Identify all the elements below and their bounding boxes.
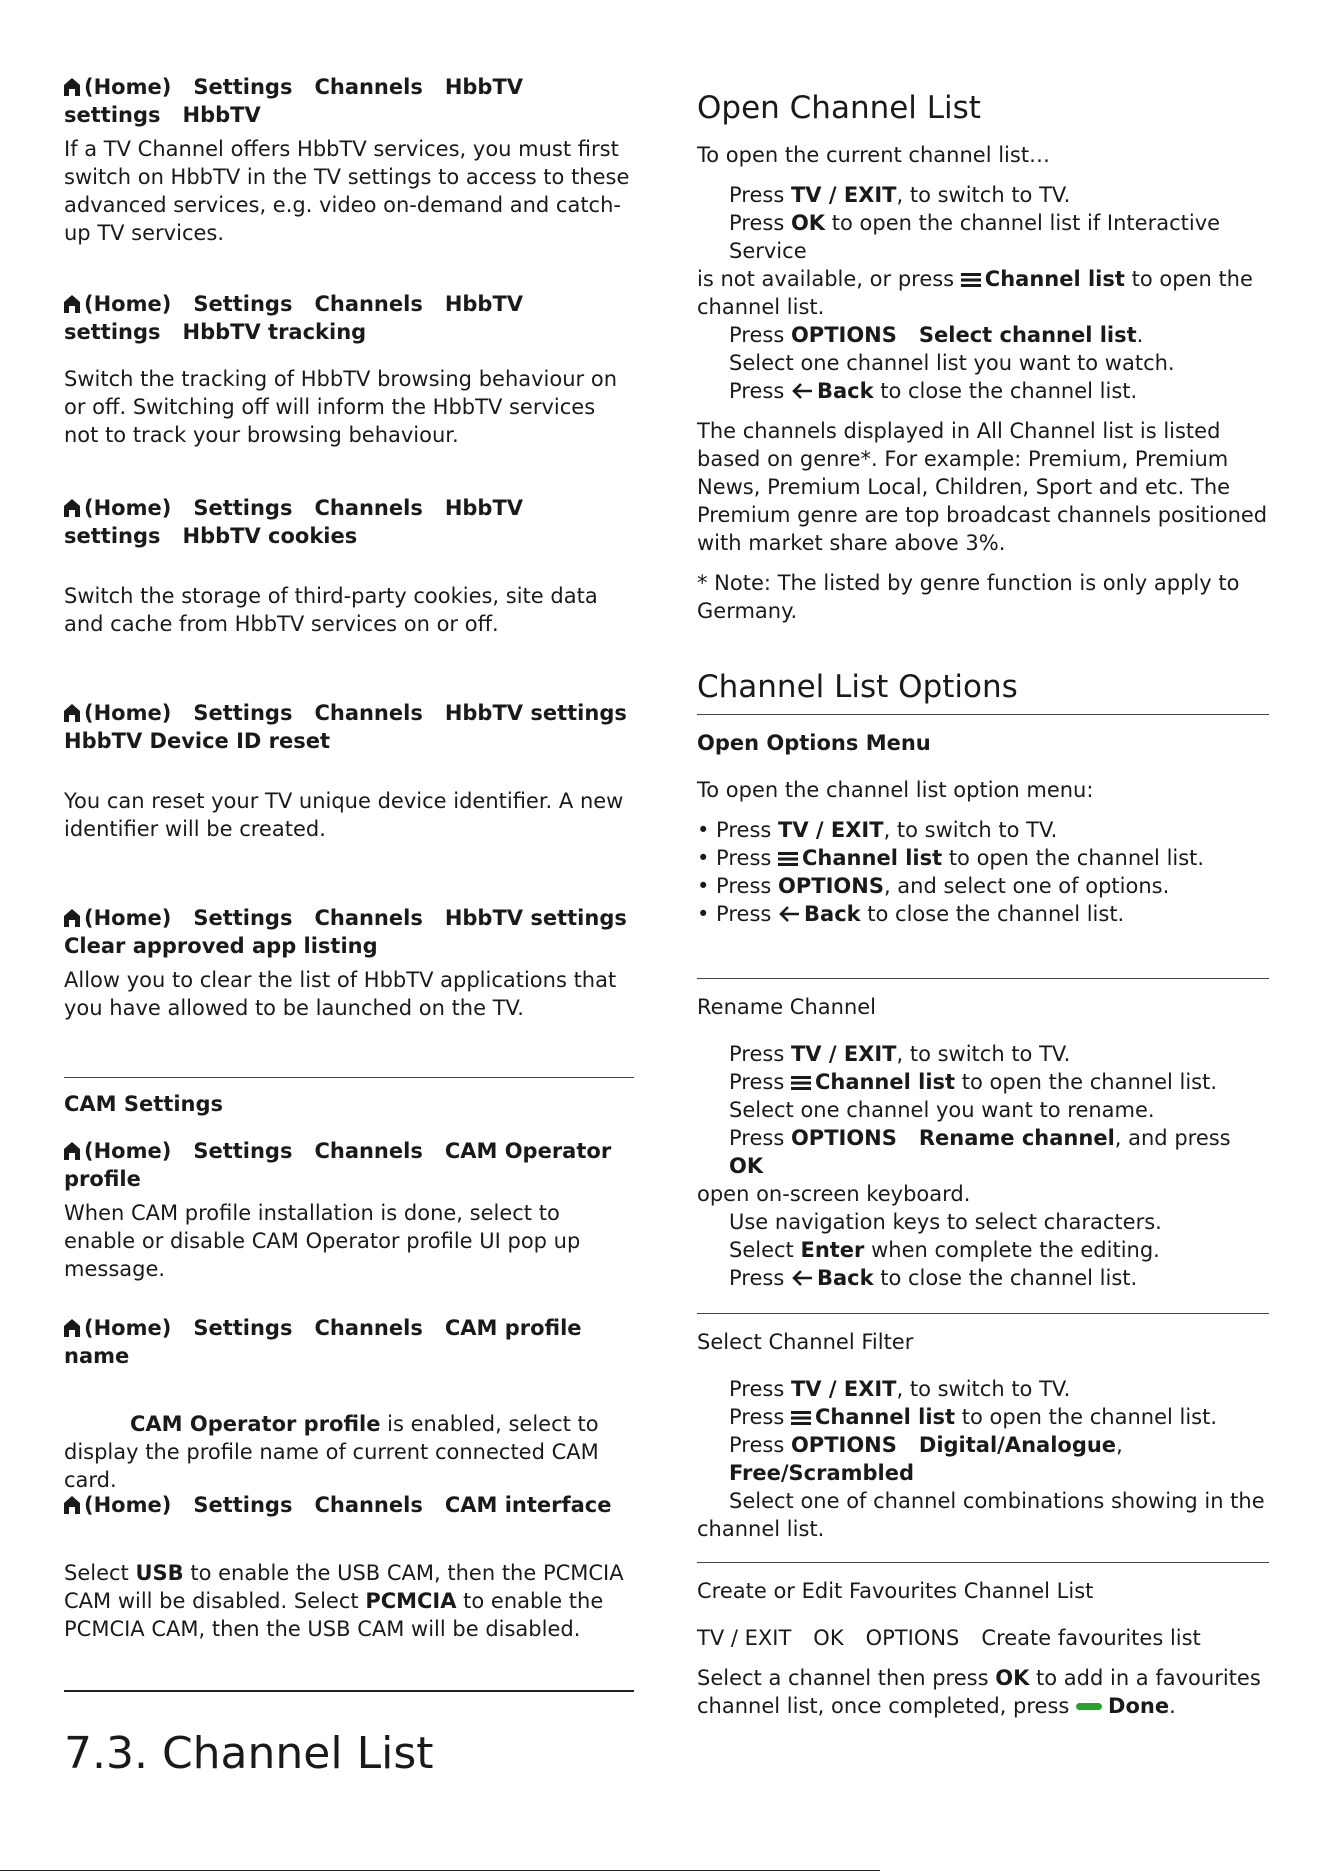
key-label: Channel list (802, 846, 943, 870)
step (697, 1068, 1269, 1096)
key-label: Back (804, 902, 861, 926)
list-icon (791, 1076, 811, 1090)
path-item: OK (813, 1626, 844, 1650)
step-text: • Press (697, 874, 779, 898)
home-icon (64, 295, 80, 313)
subsection-title: Select Channel Filter (697, 1330, 914, 1354)
green-key-icon (1076, 1703, 1102, 1710)
list-icon (778, 852, 798, 866)
divider (64, 1077, 634, 1078)
path-item: CAM profile name (64, 1316, 589, 1368)
path-item: HbbTV cookies (182, 524, 358, 548)
menu-path (64, 494, 634, 550)
cam-settings-heading: CAM Settings (64, 1092, 223, 1116)
bullet-item (697, 816, 1269, 844)
step-text: Press (729, 1266, 791, 1290)
menu-path (64, 699, 634, 755)
path-item: HbbTV settings (444, 906, 627, 930)
step-text: Press (729, 1405, 791, 1429)
path-home: (Home) (84, 292, 172, 316)
body-text: . (1169, 1694, 1176, 1718)
step: Select one channel you want to rename. (729, 1098, 1155, 1122)
step (697, 1236, 1269, 1264)
home-icon (64, 909, 80, 927)
step-text: Press (729, 379, 791, 403)
intro-text: To open the channel list option menu: (697, 778, 1094, 802)
key-label: OK (729, 1154, 764, 1178)
step: Select one channel list you want to watch. (729, 351, 1175, 375)
path-item: settings (64, 320, 161, 344)
page-footer-line (0, 1870, 880, 1871)
path-item: HbbTV (444, 496, 524, 520)
divider (697, 1562, 1269, 1563)
key-label: TV / EXIT (778, 818, 884, 842)
section-open-channel-list (697, 89, 1269, 625)
section-body: Switch the tracking of HbbTV browsing behaviour on or off. Switching off will inform the HbbTV services not to track your browsing behaviour. (64, 367, 618, 447)
section-cam-operator-profile (64, 1137, 634, 1283)
path-item: HbbTV (444, 75, 524, 99)
key-label: OK (790, 211, 826, 235)
subsection-title: Rename Channel (697, 995, 877, 1019)
path-item: Settings (193, 1139, 293, 1163)
step-text: Press (729, 323, 791, 347)
home-icon (64, 1496, 80, 1514)
bold-term: USB (135, 1561, 184, 1585)
section-title: Open Channel List (697, 90, 981, 126)
path-home: (Home) (84, 906, 172, 930)
intro-text: To open the current channel list… (697, 143, 1051, 167)
section-cam-interface (64, 1491, 634, 1643)
section-body: If a TV Channel offers HbbTV services, you must first switch on HbbTV in the TV settings to access to these advanced services, e.g. video on-demand and catch-up TV services. (64, 137, 630, 245)
section-body (64, 1559, 634, 1643)
step-text: to close the channel list. (873, 1266, 1138, 1290)
step-text: Press (729, 183, 791, 207)
subsection-title: Open Options Menu (697, 731, 931, 755)
menu-option: Free/Scrambled (729, 1461, 915, 1485)
step (697, 1431, 1269, 1487)
path-item: settings (64, 103, 161, 127)
subsection-title: Create or Edit Favourites Channel List (697, 1579, 1094, 1603)
path-item: Channels (314, 75, 423, 99)
step-text: to open the channel list. (955, 1070, 1218, 1094)
path-item: Channels (314, 1316, 423, 1340)
step (697, 181, 1269, 209)
step-text: Press (729, 1377, 791, 1401)
path-home: (Home) (84, 75, 172, 99)
home-icon (64, 78, 80, 96)
home-icon (64, 704, 80, 722)
chapter-title: 7.3. Channel List (64, 1728, 434, 1779)
step-text: to open the channel list. (942, 846, 1205, 870)
bullet-item (697, 844, 1269, 872)
key-label: Back (816, 379, 874, 403)
step: Use navigation keys to select characters. (729, 1210, 1162, 1234)
favourites-body (697, 1664, 1269, 1720)
section-body: When CAM profile installation is done, select to enable or disable CAM Operator profile UI pop up message. (64, 1201, 581, 1281)
section-open-options-menu (697, 729, 1269, 928)
step-text: when complete the editing. (864, 1238, 1160, 1262)
step-text: , to switch to TV. (896, 183, 1071, 207)
step (697, 321, 1269, 349)
step-text: , to switch to TV. (883, 818, 1058, 842)
key-label: Enter (800, 1238, 865, 1262)
path-item: HbbTV (444, 292, 524, 316)
step-text: Press (729, 1042, 791, 1066)
section-hbbtv-tracking (64, 290, 634, 449)
step-text: , to switch to TV. (896, 1377, 1071, 1401)
path-item: Channels (314, 1493, 423, 1517)
path-item: TV / EXIT (697, 1626, 792, 1650)
path-item: Clear approved app listing (64, 934, 378, 958)
key-label: OPTIONS (790, 1433, 897, 1457)
chapter-divider (64, 1690, 634, 1692)
list-icon (791, 1411, 811, 1425)
key-label: OPTIONS (790, 323, 897, 347)
body-text: Select (64, 1561, 136, 1585)
home-icon (64, 1319, 80, 1337)
section-select-channel-filter (697, 1328, 1269, 1543)
path-item: Channels (314, 701, 423, 725)
key-label: TV / EXIT (790, 183, 897, 207)
path-item: Channels (314, 1139, 423, 1163)
step-text: to close the channel list. (860, 902, 1125, 926)
step-text: Select (729, 1238, 801, 1262)
path-home: (Home) (84, 701, 172, 725)
key-label: Channel list (984, 267, 1125, 291)
path-item: HbbTV tracking (182, 320, 367, 344)
bullet-item (697, 900, 1269, 928)
path-item: settings (64, 524, 161, 548)
path-home: (Home) (84, 1139, 172, 1163)
menu-option: Digital/Analogue (918, 1433, 1117, 1457)
step-continuation (697, 265, 1269, 293)
step: Select one of channel combinations showing in the (729, 1489, 1265, 1513)
path-item: Settings (193, 1316, 293, 1340)
key-label: OPTIONS (790, 1126, 897, 1150)
step-continuation: open on-screen keyboard. (697, 1182, 971, 1206)
path-home: (Home) (84, 496, 172, 520)
section-body: Switch the storage of third-party cookies, site data and cache from HbbTV services on or off. (64, 584, 598, 636)
key-label: Back (816, 1266, 874, 1290)
step-text: Press (729, 1126, 791, 1150)
step (697, 1264, 1269, 1292)
step-text: , (1116, 1433, 1123, 1457)
path-item: profile (64, 1167, 141, 1191)
divider (697, 1313, 1269, 1314)
step-text: • Press (697, 902, 779, 926)
key-label: Channel list (814, 1405, 956, 1429)
key-label: Channel list (814, 1070, 956, 1094)
section-clear-app-listing (64, 904, 634, 1022)
key-label: OK (995, 1666, 1030, 1690)
step-text: • Press (697, 846, 779, 870)
section-hbbtv (64, 73, 634, 247)
bold-term: CAM Operator profile (130, 1412, 381, 1436)
section-body: Allow you to clear the list of HbbTV applications that you have allowed to be launched on the TV. (64, 968, 617, 1020)
section-cam-profile-name (64, 1314, 634, 1494)
section-body: You can reset your TV unique device identifier. A new identifier will be created. (64, 789, 624, 841)
step-continuation: channel list. (697, 1517, 825, 1541)
path-home: (Home) (84, 1493, 172, 1517)
step-text: . (1136, 323, 1144, 347)
section-hbbtv-cookies (64, 494, 634, 638)
body-text: to enable the PCMCIA CAM, then the USB CAM will be disabled. (64, 1589, 604, 1641)
section-rename-channel (697, 993, 1269, 1292)
divider (697, 714, 1269, 715)
step-text: to open the channel list. (955, 1405, 1218, 1429)
step-continuation: channel list. (697, 295, 825, 319)
step (697, 1040, 1269, 1068)
menu-option: Rename channel (918, 1126, 1115, 1150)
key-label: OPTIONS (778, 874, 884, 898)
path-item: OPTIONS (865, 1626, 960, 1650)
menu-path (64, 290, 634, 346)
step-text: Press (729, 1070, 791, 1094)
path-home: (Home) (84, 1316, 172, 1340)
section-device-id-reset (64, 699, 634, 843)
step-text: , and select one of options. (883, 874, 1170, 898)
path-item: CAM interface (444, 1493, 612, 1517)
step (697, 377, 1269, 405)
path-item: Settings (193, 1493, 293, 1517)
key-label: Done (1108, 1694, 1170, 1718)
step-text: Press (729, 211, 791, 235)
path-item: Channels (314, 292, 423, 316)
step-text: , to switch to TV. (896, 1042, 1071, 1066)
menu-path (64, 73, 634, 129)
step (697, 209, 1269, 265)
key-label: TV / EXIT (790, 1377, 897, 1401)
home-icon (64, 499, 80, 517)
menu-path (64, 904, 634, 960)
menu-path (64, 1491, 634, 1519)
path-item: Channels (314, 496, 423, 520)
path-item: Settings (193, 701, 293, 725)
back-arrow-icon (791, 382, 813, 400)
path-item: HbbTV settings (444, 701, 627, 725)
step-text: • Press (697, 818, 779, 842)
key-label: TV / EXIT (790, 1042, 897, 1066)
body-text: to add in a favourites channel list, once completed, press (697, 1666, 1261, 1718)
favourites-path (697, 1624, 1269, 1652)
step-text: to open the channel list if Interactive Service (729, 211, 1221, 263)
step-text: , and press (1114, 1126, 1231, 1150)
home-icon (64, 1142, 80, 1160)
path-item: HbbTV Device ID reset (64, 729, 331, 753)
step (697, 1375, 1269, 1403)
bold-term: PCMCIA (365, 1589, 457, 1613)
back-arrow-icon (778, 905, 800, 923)
path-item: Settings (193, 75, 293, 99)
menu-option: Select channel list (918, 323, 1137, 347)
genre-paragraph: The channels displayed in All Channel list is listed based on genre*. For example: Premium, Premium News, Premium Local, Children, Sport and etc. The Premium genre are top broadcast channels positioned with market share above 3%. (697, 419, 1268, 555)
section-body (64, 1410, 634, 1494)
path-item: CAM Operator (444, 1139, 612, 1163)
list-icon (961, 273, 981, 287)
bullet-item (697, 872, 1269, 900)
divider (697, 978, 1269, 979)
body-text: is enabled, select to display the profile name of current connected CAM card. (64, 1412, 599, 1492)
menu-path (64, 1314, 634, 1370)
step-text: to open the (1124, 267, 1253, 291)
step-text: to close the channel list. (873, 379, 1138, 403)
path-item: Create favourites list (981, 1626, 1201, 1650)
step-text: is not available, or press (697, 267, 961, 291)
path-item: HbbTV (182, 103, 261, 127)
path-item: Channels (314, 906, 423, 930)
body-text: to enable the USB CAM, then the PCMCIA CAM will be disabled. Select (64, 1561, 624, 1613)
back-arrow-icon (791, 1269, 813, 1287)
body-text: Select a channel then press (697, 1666, 996, 1690)
menu-path (64, 1137, 634, 1193)
section-channel-list-options (697, 668, 1269, 706)
path-item: Settings (193, 906, 293, 930)
step (697, 1124, 1269, 1180)
path-item: Settings (193, 292, 293, 316)
note-text: * Note: The listed by genre function is only apply to Germany. (697, 571, 1240, 623)
step (697, 1403, 1269, 1431)
section-favourites (697, 1577, 1269, 1720)
step-text: Press (729, 1433, 791, 1457)
section-title: Channel List Options (697, 669, 1018, 705)
path-item: Settings (193, 496, 293, 520)
